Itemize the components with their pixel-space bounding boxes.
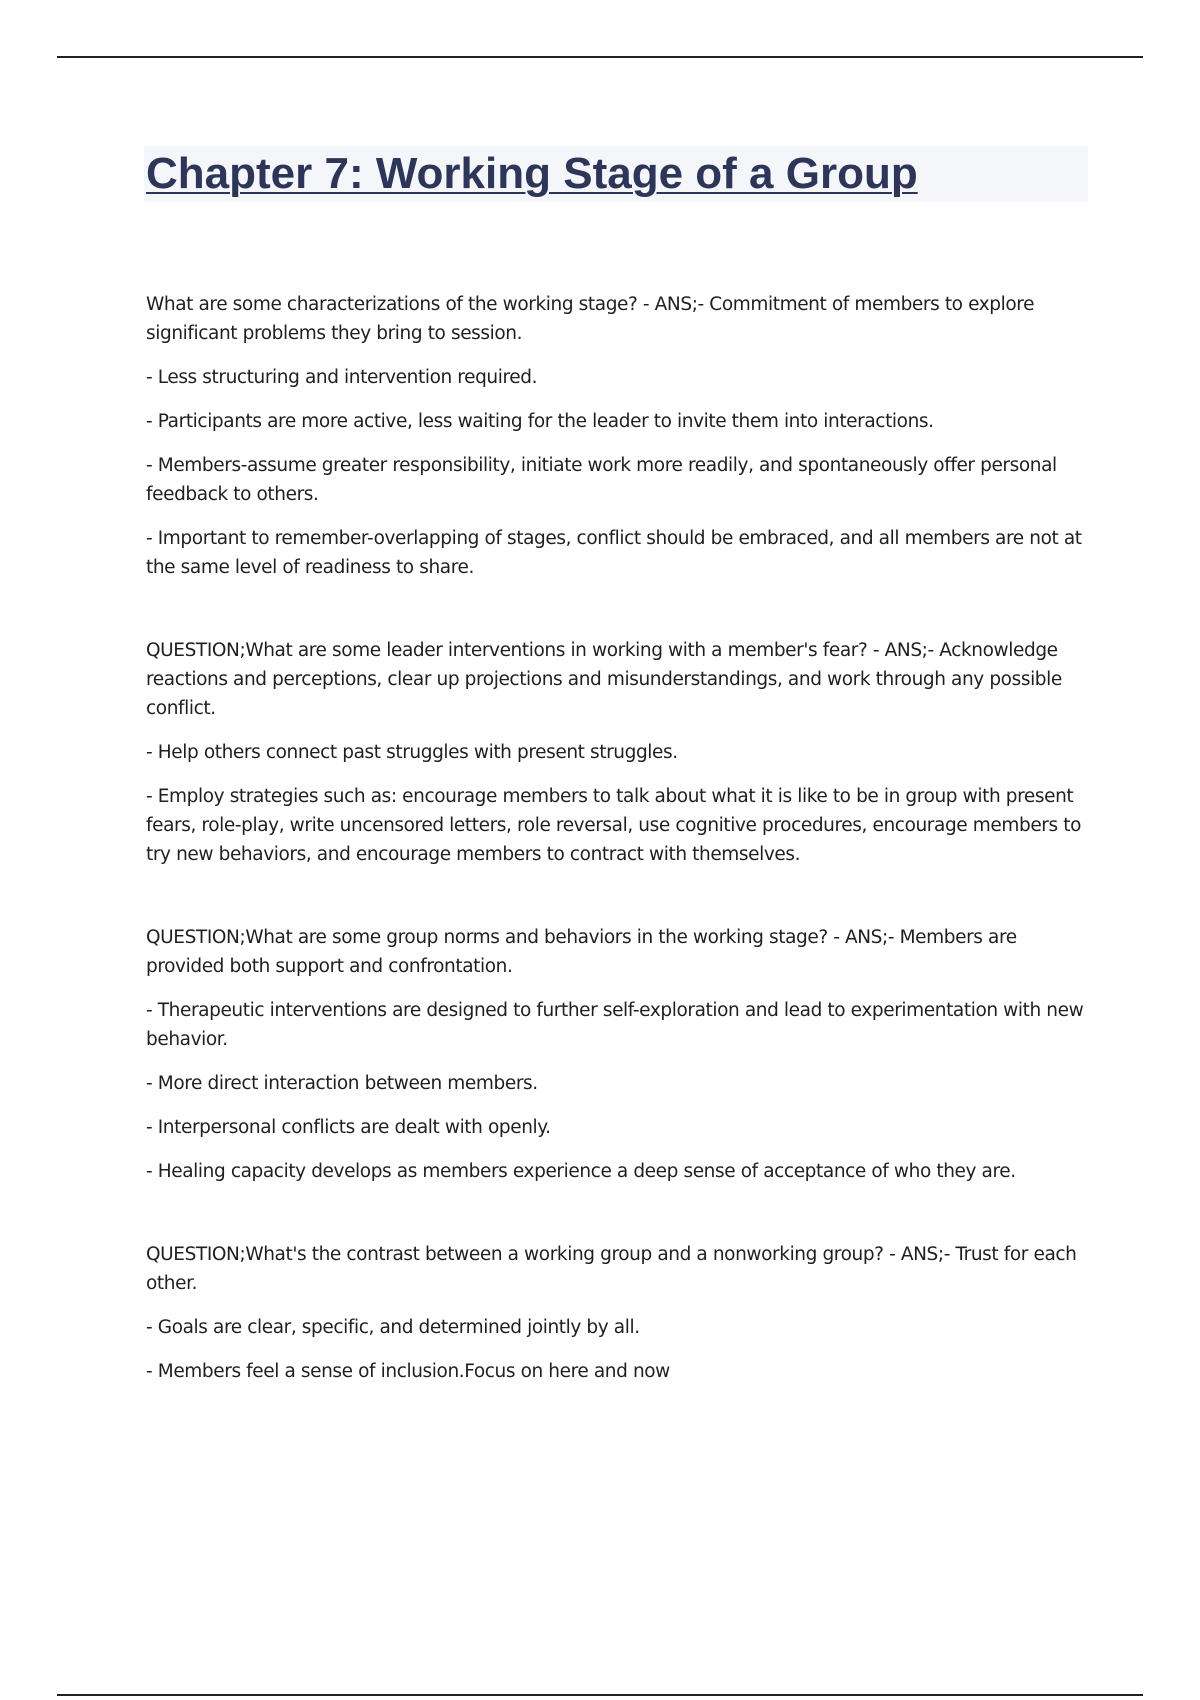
document-body	[146, 290, 1090, 1440]
answer-point: - More direct interaction between members.	[146, 1073, 538, 1094]
answer-point: - Members feel a sense of inclusion.Focus on here and now	[146, 1361, 670, 1382]
answer-point: - Therapeutic interventions are designed to further self-exploration and lead to experimentation with new behavior.	[146, 1000, 1084, 1050]
qa-block-group-norms	[146, 923, 1090, 1186]
answer-point: - Goals are clear, specific, and determined jointly by all.	[146, 1317, 640, 1338]
answer-point: - Employ strategies such as: encourage members to talk about what it is like to be in group with present fears, role-play, write uncensored letters, role reversal, use cognitive procedures, encourage members to try new behaviors, and encourage members to contract with themselves.	[146, 786, 1082, 865]
answer-point: - Participants are more active, less waiting for the leader to invite them into interactions.	[146, 411, 934, 432]
question-paragraph: QUESTION;What are some group norms and behaviors in the working stage? - ANS;- Members are provided both support and confrontation.	[146, 927, 1017, 977]
page-title: Chapter 7: Working Stage of a Group	[146, 149, 918, 198]
answer-point: - Members-assume greater responsibility, initiate work more readily, and spontaneously offer personal feedback to others.	[146, 455, 1057, 505]
top-divider	[57, 56, 1143, 58]
qa-block-working-vs-nonworking	[146, 1240, 1090, 1386]
question-paragraph: What are some characterizations of the working stage? - ANS;- Commitment of members to explore significant problems they bring to session.	[146, 294, 1035, 344]
question-paragraph: QUESTION;What's the contrast between a working group and a nonworking group? - ANS;- Trust for each other.	[146, 1244, 1077, 1294]
qa-block-leader-interventions	[146, 636, 1090, 869]
bottom-divider	[57, 1694, 1143, 1696]
answer-point: - Healing capacity develops as members experience a deep sense of acceptance of who they are.	[146, 1161, 1016, 1182]
question-paragraph: QUESTION;What are some leader interventions in working with a member's fear? - ANS;- Acknowledge reactions and perceptions, clear up projections and misunderstandings, and work through any possible conflict.	[146, 640, 1062, 719]
answer-point: - Important to remember-overlapping of stages, conflict should be embraced, and all members are not at the same level of readiness to share.	[146, 528, 1082, 578]
answer-point: - Less structuring and intervention required.	[146, 367, 538, 388]
answer-point: - Help others connect past struggles with present struggles.	[146, 742, 678, 763]
qa-block-working-stage	[146, 290, 1090, 582]
answer-point: - Interpersonal conflicts are dealt with openly.	[146, 1117, 551, 1138]
